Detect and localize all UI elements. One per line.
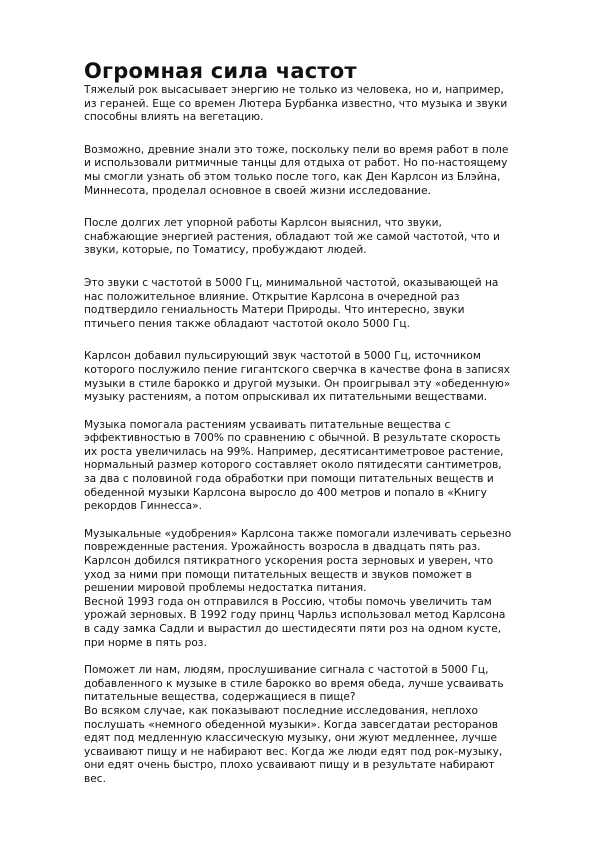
text-line: музыку растениям, а потом опрыскивал их питательными веществами. [84,391,488,404]
text-line: уход за ними при помощи питательных веществ и звуков поможет в [84,568,472,581]
text-line: мы смогли узнать об этом только после того, как Ден Карлсон из Блэйна, [84,170,501,183]
text-line: усваивают пищу и не набирают вес. Когда же люди едят под рок-музыку, [84,745,503,758]
text-line: нас положительное влияние. Открытие Карлсона в очередной раз [84,290,460,303]
text-line: Миннесота, проделал основное в своей жизни исследование. [84,184,431,197]
paragraph-4 [84,277,554,331]
paragraph-2 [84,144,554,198]
text-line: Карлсон добавил пульсирующий звук частотой в 5000 Гц, источником [84,350,481,363]
text-line: их роста увеличилась на 99%. Например, десятисантиметровое растение, [84,445,504,458]
text-line: подтвердило гениальность Матери Природы. Что интересно, звуки [84,304,465,317]
text-line: снабжающие энергией растения, обладают той же самой частотой, что и [84,230,500,243]
text-line: питательные вещества, содержащиеся в пище? [84,691,356,704]
text-line: и использовали ритмичные танцы для отдыха от работ. Но по-настоящему [84,157,508,170]
text-line: вес. [84,772,106,785]
text-line: едят под медленную классическую музыку, они жуют медленнее, лучше [84,732,497,745]
text-line: урожай зерновых. В 1992 году принц Чарльз использовал метод Карлсона [84,609,506,622]
text-line: нормальный размер которого составляет около пятидесяти сантиметров, [84,459,502,472]
text-line: Карлсон добился пятикратного ускорения роста зерновых и уверен, что [84,555,494,568]
paragraph-6 [84,419,554,514]
text-line: обеденной музыки Карлсона выросло до 400 метров и попало в «Книгу [84,486,487,499]
document-page [84,58,554,787]
text-line: Тяжелый рок высасывает энергию не только из человека, но и, например, [84,84,504,96]
paragraph-1 [84,84,554,125]
document-title: Огромная сила частот [84,59,357,83]
text-line: за два с половиной года обработки при помощи питательных веществ и [84,473,494,486]
text-line: Во всяком случае, как показывают последние исследования, неплохо [84,704,479,717]
text-line: Возможно, древние знали это тоже, поскольку пели во время работ в поле [84,143,509,156]
text-line: способны влиять на вегетацию. [84,111,264,124]
text-line: которого послужило пение гигантского сверчка в качестве фона в записях [84,363,510,376]
text-line: музыки в стиле барокко и другой музыки. Он проигрывал эту «обеденную» [84,377,511,390]
paragraph-8 [84,596,554,650]
text-line: из гераней. Еще со времен Лютера Бурбанка известно, что музыка и звуки [84,97,508,110]
text-line: Поможет ли нам, людям, прослушивание сигнала с частотой в 5000 Гц, [84,664,489,677]
paragraph-7 [84,528,554,596]
text-line: Музыка помогала растениям усваивать питательные вещества с [84,418,451,431]
text-line: решении мировой проблемы недостатка питания. [84,582,367,595]
text-line: рекордов Гиннесса». [84,500,202,513]
text-line: звуки, которые, по Томатису, пробуждают людей. [84,244,367,257]
paragraph-3 [84,217,554,258]
text-line: После долгих лет упорной работы Карлсон выяснил, что звуки, [84,217,442,230]
text-line: Музыкальные «удобрения» Карлсона также помогали излечивать серьезно [84,527,512,540]
text-line: в саду замка Садли и вырастил до шестидесяти пяти роз на одном кусте, [84,623,502,635]
text-line: они едят очень быстро, плохо усваивают пищу и в результате набирают [84,759,495,772]
text-line: добавленного к музыке в стиле барокко во время обеда, лучше усваивать [84,677,504,690]
paragraph-5 [84,350,554,404]
text-line: поврежденные растения. Урожайность возросла в двадцать пять раз. [84,541,481,554]
text-line: при норме в пять роз. [84,636,207,649]
text-line: эффективностью в 700% по сравнению с обычной. В результате скорость [84,432,501,445]
paragraph-10 [84,705,554,787]
text-line: послушать «немного обеденной музыки». Когда завсегдатаи ресторанов [84,718,499,731]
paragraph-9 [84,664,554,705]
text-line: птичьего пения также обладают частотой около 5000 Гц. [84,317,410,330]
text-line: Весной 1993 года он отправился в Россию, чтобы помочь увеличить там [84,595,492,608]
text-line: Это звуки с частотой в 5000 Гц, минимальной частотой, оказывающей на [84,276,499,289]
